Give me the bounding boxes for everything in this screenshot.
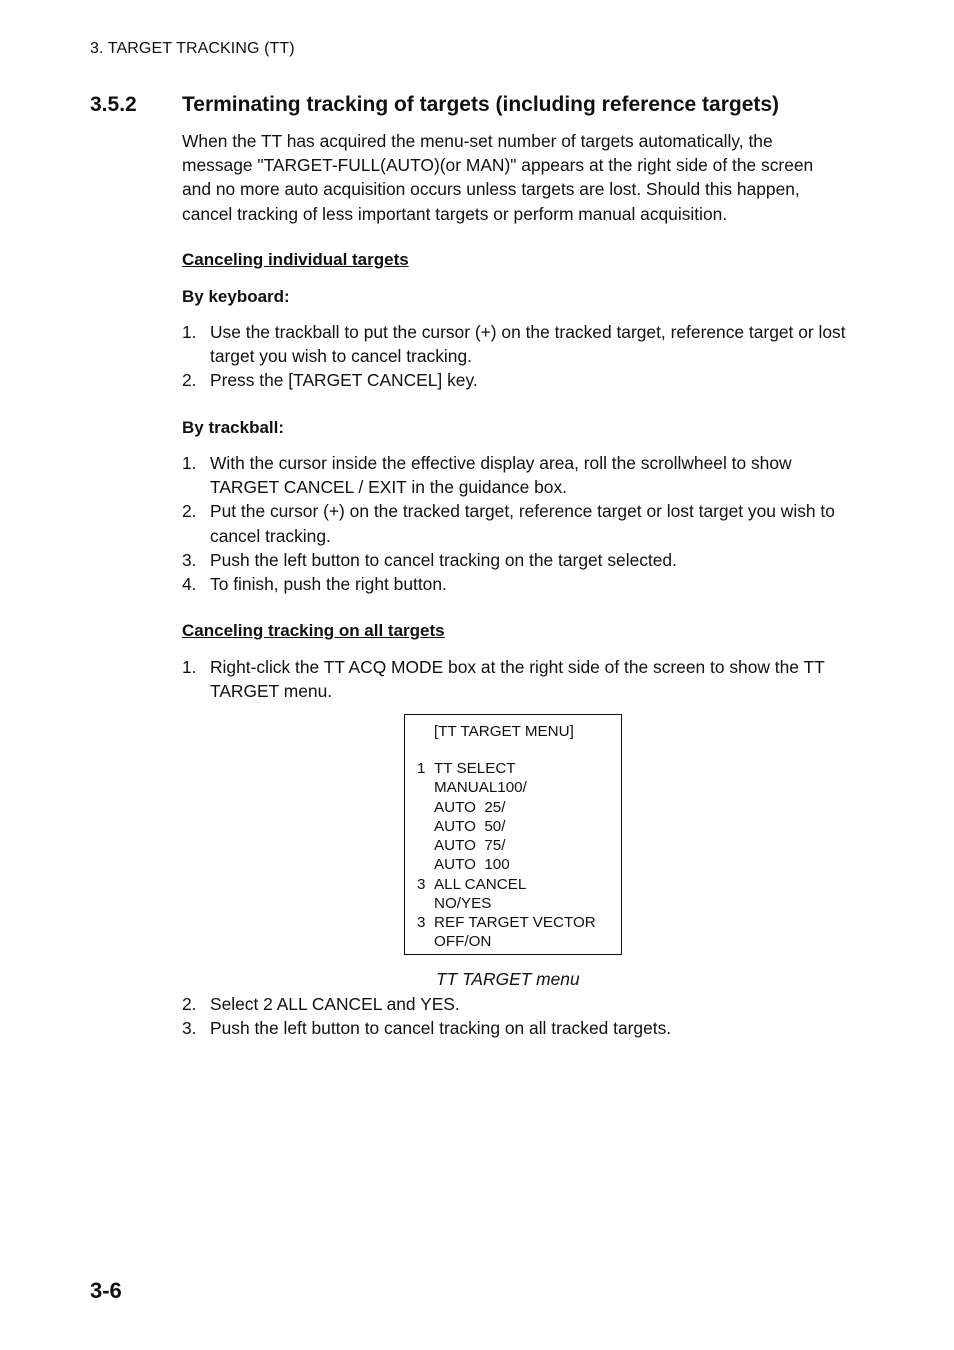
step-number: 3.: [182, 1018, 197, 1039]
menu-line-text: ALL CANCEL: [434, 876, 527, 893]
step-number: 4.: [182, 574, 197, 595]
page-number: 3-6: [90, 1278, 122, 1303]
step-text: Put the cursor (+) on the tracked target, reference target or lost target you wish to cancel tracking.: [210, 501, 835, 546]
figure-caption: TT TARGET menu: [436, 969, 580, 989]
menu-line-text: AUTO 100: [434, 856, 510, 873]
list-item: [182, 451, 848, 499]
step-number: 1.: [182, 453, 197, 473]
trackball-steps: [182, 451, 848, 596]
list-item: [182, 499, 848, 547]
menu-line-text: [TT TARGET MENU]: [434, 723, 574, 740]
tt-target-menu-figure: [404, 714, 622, 955]
step-text: Select 2 ALL CANCEL and YES.: [210, 994, 460, 1014]
menu-line-text: AUTO 50/: [434, 818, 506, 835]
trackball-heading: By trackball:: [182, 418, 285, 437]
menu-line-text: AUTO 25/: [434, 799, 506, 816]
keyboard-steps: [182, 320, 848, 393]
step-number: 3.: [182, 549, 197, 570]
step-text: Push the left button to cancel tracking on all tracked targets.: [210, 1018, 672, 1039]
step-number: 2.: [182, 994, 197, 1014]
menu-line-number: 3: [417, 914, 426, 931]
menu-line-text: OFF/ON: [434, 933, 492, 950]
running-head: 3. TARGET TRACKING (TT): [90, 40, 295, 57]
step-text: To finish, push the right button.: [210, 574, 447, 595]
step-number: 2.: [182, 501, 197, 522]
step-number: 1.: [182, 322, 197, 342]
step-text: With the cursor inside the effective display area, roll the scrollwheel to show TARGET CANCEL / EXIT in the guidance box.: [210, 453, 792, 498]
menu-line-text: NO/YES: [434, 895, 492, 912]
list-item: [182, 992, 848, 1016]
menu-line-number: 3: [417, 876, 426, 893]
section-title: Terminating tracking of targets (including reference targets): [182, 93, 780, 116]
all-targets-heading: Canceling tracking on all targets: [182, 621, 445, 640]
all-targets-steps-before: [182, 655, 848, 703]
section-number: 3.5.2: [90, 93, 137, 116]
individual-heading: Canceling individual targets: [182, 250, 409, 269]
menu-line-text: AUTO 75/: [434, 837, 506, 854]
menu-line-number: 1: [417, 760, 426, 777]
menu-line-text: TT SELECT: [434, 760, 516, 777]
menu-line-text: MANUAL100/: [434, 779, 527, 796]
step-text: Press the [TARGET CANCEL] key.: [210, 370, 478, 391]
menu-line-text: REF TARGET VECTOR: [434, 914, 596, 931]
list-item: [182, 320, 848, 368]
list-item: [182, 548, 848, 572]
step-text: Push the left button to cancel tracking on the target selected.: [210, 549, 677, 570]
step-number: 1.: [182, 657, 197, 677]
list-item: [182, 572, 848, 596]
all-targets-steps-after: [182, 992, 848, 1040]
intro-paragraph: When the TT has acquired the menu-set number of targets automatically, the message "TARGET-FULL(AUTO)(or MAN)" appears at the right side of the screen and no more auto acquisition occurs unless targets are lost. Should this happen, cancel tracking of less important targets or perform manual acquisition.: [182, 131, 814, 224]
keyboard-heading: By keyboard:: [182, 287, 290, 306]
step-text: Right-click the TT ACQ MODE box at the right side of the screen to show the TT TARGET menu.: [210, 657, 825, 702]
step-number: 2.: [182, 370, 197, 391]
list-item: [182, 368, 848, 392]
list-item: [182, 655, 848, 703]
list-item: [182, 1016, 848, 1040]
step-text: Use the trackball to put the cursor (+) on the tracked target, reference target or lost target you wish to cancel tracking.: [210, 322, 846, 367]
